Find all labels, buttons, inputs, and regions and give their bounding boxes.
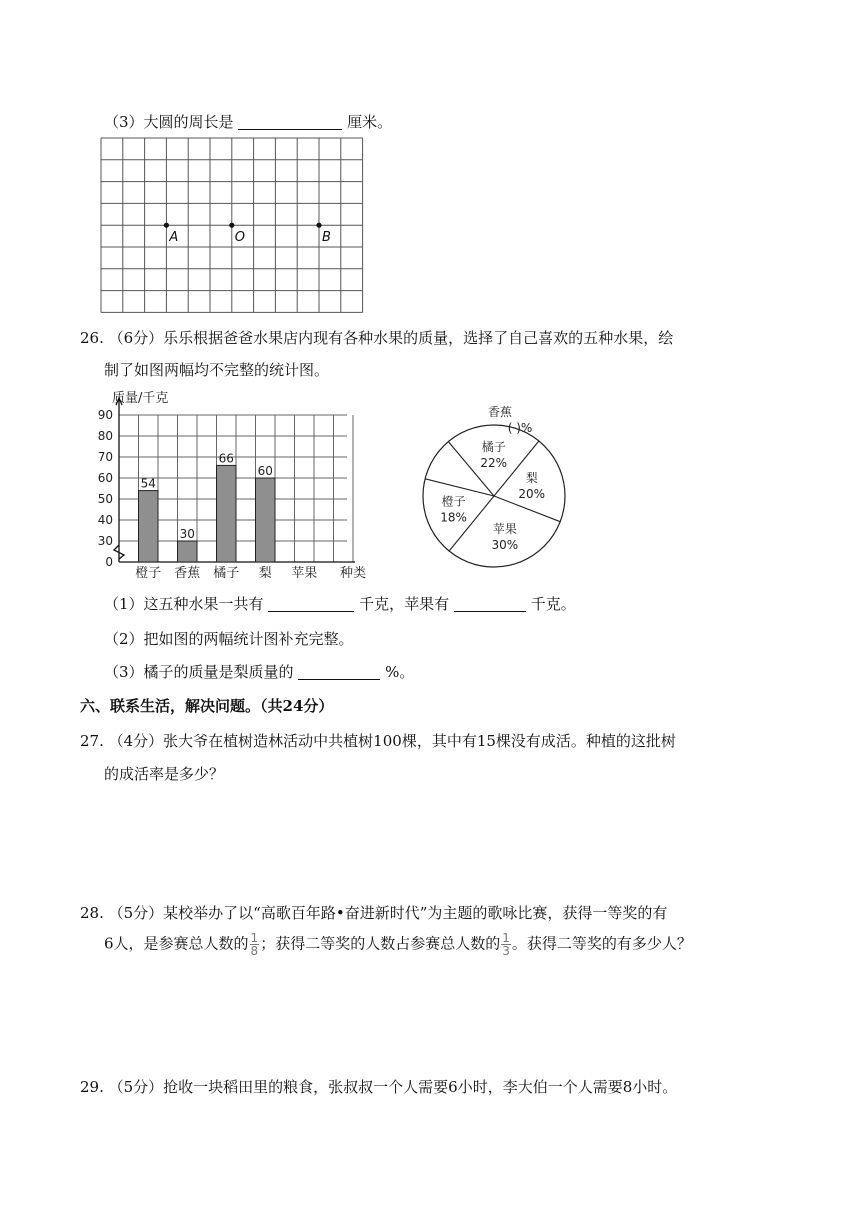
pie-slice-label: ( )% bbox=[507, 421, 533, 435]
q25-part3-line bbox=[104, 111, 392, 132]
answer-blank-total[interactable] bbox=[268, 595, 354, 612]
q26-sub2: （2）把如图的两幅统计图补充完整。 bbox=[104, 630, 354, 648]
pie-slice-label: 20% bbox=[518, 487, 546, 502]
bar-chart bbox=[82, 384, 382, 584]
pie-slice-name: 橙子 bbox=[441, 494, 466, 509]
q26-line2: 制了如图两幅均不完整的统计图。 bbox=[104, 361, 330, 379]
pie-slice-label: 18% bbox=[440, 510, 467, 525]
y-axis-with-break bbox=[114, 399, 124, 562]
q26-sub3-b: %。 bbox=[385, 663, 415, 681]
y-tick-label: 50 bbox=[97, 492, 113, 506]
x-category-label: 苹果 bbox=[291, 566, 318, 581]
grid-point-a bbox=[164, 223, 169, 228]
q26-sub1-b: 千克，苹果有 bbox=[359, 595, 450, 613]
x-category-label: 梨 bbox=[258, 566, 272, 581]
bar-chart-ylabel: 质量/千克 bbox=[112, 391, 169, 406]
grid-point-b bbox=[316, 223, 321, 228]
q25-part3-prefix: （3）大圆的周长是 bbox=[104, 113, 234, 131]
answer-blank-apple[interactable] bbox=[454, 595, 526, 612]
q28-text: （5分）某校举办了以“高歌百年路•奋进新时代”为主题的歌咏比赛，获得一等奖的有 bbox=[108, 904, 668, 922]
grid-figure bbox=[100, 137, 365, 315]
section6-title: 六、联系生活，解决问题。（共24分） bbox=[80, 697, 334, 715]
q28-number: 28. bbox=[80, 904, 104, 922]
y-tick-label: 80 bbox=[97, 429, 113, 443]
q28-line2 bbox=[104, 932, 692, 957]
q26-sub3-a: （3）橘子的质量是梨质量的 bbox=[104, 663, 294, 681]
bar-1 bbox=[178, 541, 198, 562]
pie-slice-name: 香蕉 bbox=[487, 405, 513, 419]
bar-2 bbox=[217, 465, 237, 562]
q29-text: （5分）抢收一块稻田里的粮食，张叔叔一个人需要6小时，李大伯一个人需要8小时。 bbox=[108, 1078, 678, 1096]
q28-line2-b: ；获得二等奖的人数占参赛总人数的 bbox=[260, 934, 501, 953]
bar-0 bbox=[139, 491, 159, 562]
bar-data-label: 54 bbox=[140, 476, 156, 491]
q27-number: 27. bbox=[80, 732, 104, 750]
q26-sub1 bbox=[104, 593, 576, 614]
y-tick-label: 60 bbox=[97, 471, 113, 485]
q26-sub1-c: 千克。 bbox=[530, 595, 576, 613]
q29-number: 29. bbox=[80, 1078, 104, 1096]
x-category-label: 橙子 bbox=[135, 566, 162, 581]
bar-data-label: 66 bbox=[218, 451, 234, 466]
q25-part3-suffix: 厘米。 bbox=[347, 113, 393, 131]
fraction-one-eighth: $\frac{1}{8}$ bbox=[250, 931, 259, 958]
q27-line1 bbox=[80, 730, 676, 751]
answer-blank[interactable] bbox=[238, 113, 342, 130]
y-tick-label: 90 bbox=[97, 408, 113, 422]
y-tick-label: 0 bbox=[105, 555, 113, 569]
q28-line2-a: 6人，是参赛总人数的 bbox=[104, 934, 249, 953]
bar-data-label: 30 bbox=[179, 527, 195, 541]
pie-slice-name: 苹果 bbox=[492, 522, 517, 537]
grid-point-label: O bbox=[234, 230, 246, 246]
q27-line2: 的成活率是多少？ bbox=[104, 765, 225, 783]
y-tick-label: 40 bbox=[97, 513, 113, 527]
pie-chart bbox=[410, 388, 590, 584]
pie-slice-label: 22% bbox=[480, 455, 508, 470]
grid-point-label: B bbox=[322, 230, 331, 246]
y-tick-label: 30 bbox=[97, 534, 113, 548]
y-tick-label: 70 bbox=[97, 450, 113, 464]
fraction-one-third: $\frac{1}{3}$ bbox=[502, 931, 510, 958]
bar-3 bbox=[256, 478, 276, 562]
bar-data-label: 60 bbox=[257, 464, 273, 478]
q28-line2-c: 。获得二等奖的有多少人？ bbox=[511, 934, 692, 953]
x-category-label: 橘子 bbox=[213, 566, 240, 581]
q26-text: （6分）乐乐根据爸爸水果店内现有各种水果的质量，选择了自己喜欢的五种水果，绘 bbox=[108, 329, 674, 347]
pie-slice-name: 橘子 bbox=[481, 439, 506, 454]
q27-text: （4分）张大爷在植树造林活动中共植树100棵，其中有15棵没有成活。种植的这批树 bbox=[108, 732, 676, 750]
q26-sub1-a: （1）这五种水果一共有 bbox=[104, 595, 264, 613]
q26-sub3 bbox=[104, 661, 414, 682]
grid-point-o bbox=[229, 223, 234, 228]
pie-slice-name: 梨 bbox=[525, 471, 538, 486]
q29-line1 bbox=[80, 1076, 677, 1097]
q26-number: 26. bbox=[80, 329, 104, 347]
x-category-label: 香蕉 bbox=[174, 566, 201, 581]
bar-chart-xlabel: 种类 bbox=[340, 566, 367, 581]
q26-line1 bbox=[80, 327, 673, 348]
pie-slice-label: 30% bbox=[491, 538, 519, 553]
grid-point-label: A bbox=[169, 230, 179, 246]
q28-line1 bbox=[80, 902, 667, 923]
answer-blank-percent[interactable] bbox=[298, 663, 380, 680]
